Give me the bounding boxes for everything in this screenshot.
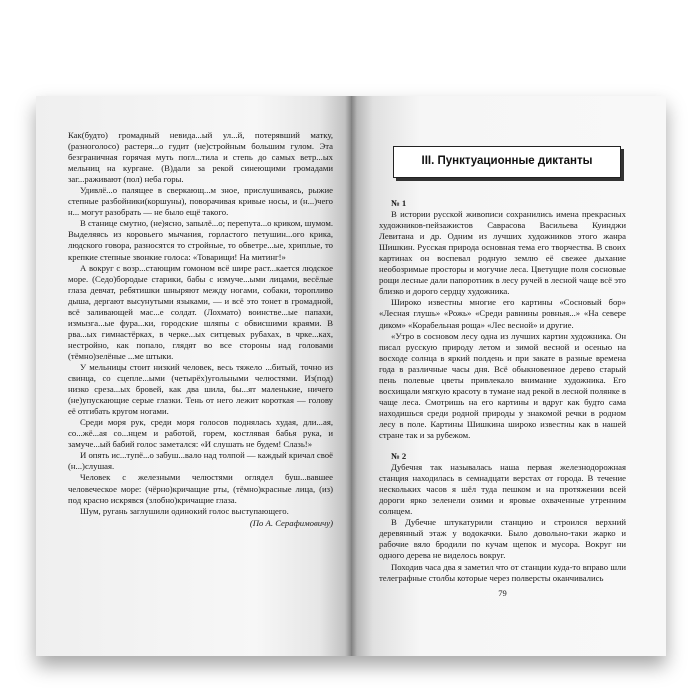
open-book — [36, 96, 666, 656]
paragraph: А вокруг с возр...стающим гомоном всё шире раст...кается людское море. (Седо)бородые старики, бабы с измуче...ыми лицами, весёлые глаза девчат, ребятишки шныряют между ногами, собаки, торопливо дыша, дергают высунутыми языками, — и всё это тонет в громадной, всё заливающей мас...е солдат. (Лохмато) воинстве...ые папахи, измызга...ые фура...ки, городские шляпы с обвисшими краями. В рва...ых гимнастёрках, в черке...ых ситцевых рубахах, в чрке...ках, нестройно, как попало, глядят во все стороны над головами (тёмно)зелёные ...ме штыки. — [68, 262, 333, 361]
paragraph: В Дубечне штукатурили станцию и строился верхний деревянный этаж у водокачки. Было довольно-таки жарко и рабочие вяло бродили по кучам щепок и мусора. Вокруг ни одного дерева не виделось вокруг. — [379, 517, 626, 561]
paragraph: Шум, ругань заглушили одинокий голос выступающего. — [80, 505, 289, 516]
paragraph: Походив часа два я заметил что от станции куда-то вправо шли телеграфные столбы которые через полверсты оканчивались — [379, 561, 626, 583]
paragraph: Человек с железными челюстями оглядел буш...вавшее человеческое море: (чёрно)кричащие рты, (тёмно)красные лица, (из) под красно искрявся (злобно)кричащие глаза. — [68, 472, 333, 505]
paragraph: Как(будто) громадный невида...ый ул...й, потерявший матку, (разноголосо) растеря...о гудит (не)стройным большим гулом. Эта безграничная горячая муть погл...тила и степь до самых ветр...ых мельниц на кургане. (В)дали за рекой синеющими громадами заг...раживают (пол) неба горы. — [68, 130, 333, 185]
paragraph: Среди моря рук, среди моря голосов поднялась худая, дли...ая, со...жё...ая со...нцем и работой, горем, костлявая бабья рука, и замуче...ый бабий голос заметался: «И слушать не будем! Слазь!» — [68, 417, 333, 450]
paragraph: Широко известны многие его картины «Сосновый бор» «Лесная глушь» «Рожь» «Среди равнины ровныя...» «На севере диком» «Корабельная роща» «Лес весной» и другие. — [379, 297, 626, 330]
source-attribution: (По А. Серафимовичу) — [249, 517, 333, 528]
paragraph: И опять ис...тупё...о забуш...вало над толпой — каждый кричал своё (н...)слушая. — [68, 450, 333, 472]
page-number: 79 — [498, 587, 507, 598]
right-page — [351, 96, 666, 656]
paragraph: У мельницы стоит низкий человек, весь тяжело ...битый, точно из свинца, со сцепле...ыми (четырёх)угольными челюстями. Из(под) низко среза...ых бровей, как два шила, бы...ят маленькие, ничего (не)упускающие серые глазки. Тень от него лежит короткая — голову её отгибать кругом ногами. — [68, 361, 333, 417]
paragraph: «Утро в сосновом лесу одна из лучших картин художника. Он писал русскую природу летом и зимой весной и осенью на восходе солнца в яркий полдень и при закате в разные времена года в различные часы дня. Всё обыкновенное дерево старый пень полевые цветы привлекало внимание художника. Его восхищали мягкую красоту в тумане над рекой в лесной полянке в чаще леса. Смотришь на его картины и вдруг как будто сама находишься среди родной природы у знакомой речки в родном лесу в поле. Картины Шишкина широко известны как в нашей стране так и за рубежом. — [379, 330, 626, 440]
left-page — [36, 96, 351, 656]
dictation-number: № 2 — [391, 451, 407, 462]
section-title: III. Пунктуационные диктанты — [421, 155, 593, 168]
paragraph: В станице смутно, (не)ясно, запылё...о; перепута...о криком, шумом. Выделяясь из коровьего мычания, горластого петушин...ого крика, людского говора, разносятся то стройные, то обветре...ые, хриплые, то крепкие степные звонкие голоса: «Товарищи! На митинг!» — [68, 218, 333, 262]
paragraph: Удивлё...о палящее в сверкающ...м зное, прислушиваясь, рыжие степные разбойники(коршуны), поворачивая кривые носы, и (н...)чего н... могут разобрать — не было ещё такого. — [68, 185, 333, 218]
section-title-box — [393, 146, 621, 178]
paragraph: В истории русской живописи сохранились имена прекрасных художников-пейзажистов Саврасова Васильева Куинджи Левитана и др. Одним из лучших художников этого жанра Шишкин. Русская природа основная тема его творчества. В своих картинах он воспевал родную землю её свежее дыхание необозримые просторы и могучие леса. Цветущие поля сосновые рощи лесные дали папоротник в лесу ручей в лесной чаще всё это близко и дорого сердцу художника. — [379, 209, 626, 297]
book-spine-shadow — [345, 96, 357, 656]
paragraph: Дубечня так называлась наша первая железнодорожная станция находилась в семнадцати верстах от города. В течение нескольких часов я шёл туда пешком и на протяжении всей дороги ярко зеленели озими и яровые охваченные утренним солнцем. — [379, 462, 626, 517]
dictation-number: № 1 — [391, 198, 407, 208]
